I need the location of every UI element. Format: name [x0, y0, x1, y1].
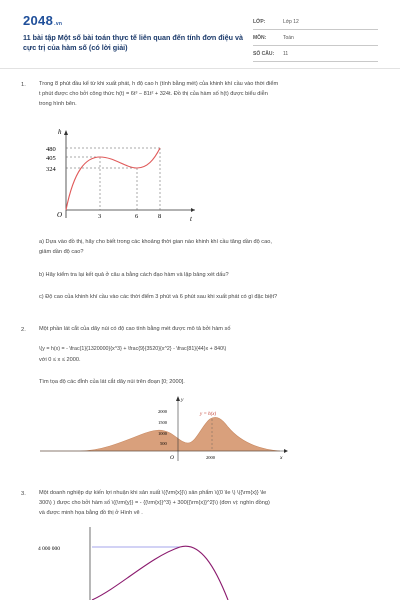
question-part-b: b) Hãy kiểm tra lại kết quả ở câu a bằng cách đạo hàm và lập bảng xét dấu? — [39, 272, 229, 278]
question-number: 1. — [21, 82, 26, 88]
x-tick-label: 6 — [135, 213, 139, 220]
profit-graph — [30, 527, 230, 600]
question-task: Tìm tọa độ các đỉnh của lát cắt dãy núi trên đoạn [0; 2000]. — [39, 379, 185, 385]
origin-label: O — [170, 455, 174, 461]
meta-value: Lớp 12 — [283, 18, 299, 25]
y-axis-label: h — [58, 128, 62, 136]
meta-row-count — [253, 46, 378, 62]
question-text-line: t phút được cho bởi công thức h(t) = 6t³ − 81t² + 324t. Đồ thị của hàm số h(t) được biểu diễn — [39, 91, 268, 97]
meta-row-class — [253, 14, 378, 30]
question-formula: \(y = h(x) = - \frac{1}{1320000}{x^3} + \frac{9}{3520}{x^2} - \frac{81}{44}x + 840\) — [39, 346, 227, 352]
x-axis-arrow — [191, 208, 195, 212]
site-logo[interactable] — [23, 13, 62, 28]
question-text-line: trong hình bên. — [39, 101, 77, 107]
meta-value: 11 — [283, 50, 289, 57]
y-axis-label: y — [181, 397, 184, 403]
meta-row-subject — [253, 30, 378, 46]
x-tick-label: 2000 — [206, 455, 215, 460]
y-tick-label: 405 — [46, 155, 56, 162]
question-number: 2. — [21, 327, 26, 333]
question-text-line: Trong 8 phút đầu kể từ khi xuất phát, h độ cao h (tính bằng mét) của khinh khí cầu vào thời điểm — [39, 81, 279, 87]
question-text-line: 300\) ) được cho bởi hàm số \({\rm{y}} = - {{\rm{x}}^3} + 300{{\rm{x}}^2}\) (đơn vị: nghìn đồng) — [39, 500, 270, 506]
y-tick-label: 500 — [160, 441, 167, 446]
x-axis-arrow — [284, 449, 288, 453]
x-tick-label: 8 — [158, 213, 162, 220]
question-number: 3. — [21, 491, 26, 497]
y-tick-label: 324 — [46, 166, 56, 173]
x-axis-label: t — [190, 215, 192, 223]
question-part-a-cont: giảm dần độ cao? — [39, 249, 84, 255]
origin-label: O — [57, 211, 63, 219]
document-title: 11 bài tập Một số bài toán thực tế liên quan đến tính đơn điệu và cực trị của hàm số (có lời giải) — [23, 33, 243, 52]
y-axis-arrow — [64, 130, 68, 135]
meta-key: LỚP: — [253, 18, 266, 25]
document-meta — [253, 14, 378, 62]
y-tick-label: 1500 — [158, 420, 167, 425]
document-header — [0, 0, 400, 64]
question-text-line: và được minh họa bằng đồ thị ở Hình vẽ . — [39, 510, 143, 516]
meta-key: MÔN: — [253, 34, 267, 41]
profit-curve — [92, 546, 228, 600]
balloon-height-graph — [30, 118, 200, 226]
y-tick-label: 1000 — [158, 431, 167, 436]
question-domain: với 0 ≤ x ≤ 2000. — [39, 357, 81, 363]
y-tick-label: 2000 — [158, 409, 167, 414]
y-axis-arrow — [176, 396, 180, 401]
logo-text: 2048 — [23, 13, 54, 28]
curve-label: y = h(x) — [200, 412, 217, 417]
meta-key: SỐ CÂU: — [253, 50, 275, 57]
question-part-a: a) Dựa vào đồ thị, hãy cho biết trong các khoảng thời gian nào khinh khí cầu tăng dần độ cao, — [39, 239, 272, 245]
mountain-graph — [40, 393, 290, 468]
y-tick-label: 4 000 000 — [38, 546, 60, 552]
h-curve — [66, 148, 160, 210]
y-tick-label: 480 — [46, 146, 56, 153]
meta-value: Toán — [283, 34, 294, 41]
x-tick-label: 3 — [98, 213, 102, 220]
question-text-line: Một doanh nghiệp dự kiến lợi nhuận khi sản xuất \({\rm{x}}\) sản phẩm \((0 \le \) \({\rm{x}} \le — [39, 490, 267, 496]
logo-suffix: .vn — [54, 21, 63, 27]
question-text-line: Một phần lát cắt của dãy núi có độ cao tính bằng mét được mô tả bởi hàm số — [39, 326, 231, 332]
header-divider — [0, 68, 400, 69]
question-part-c: c) Độ cao của khinh khí cầu vào các thời điểm 3 phút và 6 phút sau khi xuất phát có gì đặc biệt? — [39, 294, 278, 300]
x-axis-label: x — [280, 455, 283, 461]
